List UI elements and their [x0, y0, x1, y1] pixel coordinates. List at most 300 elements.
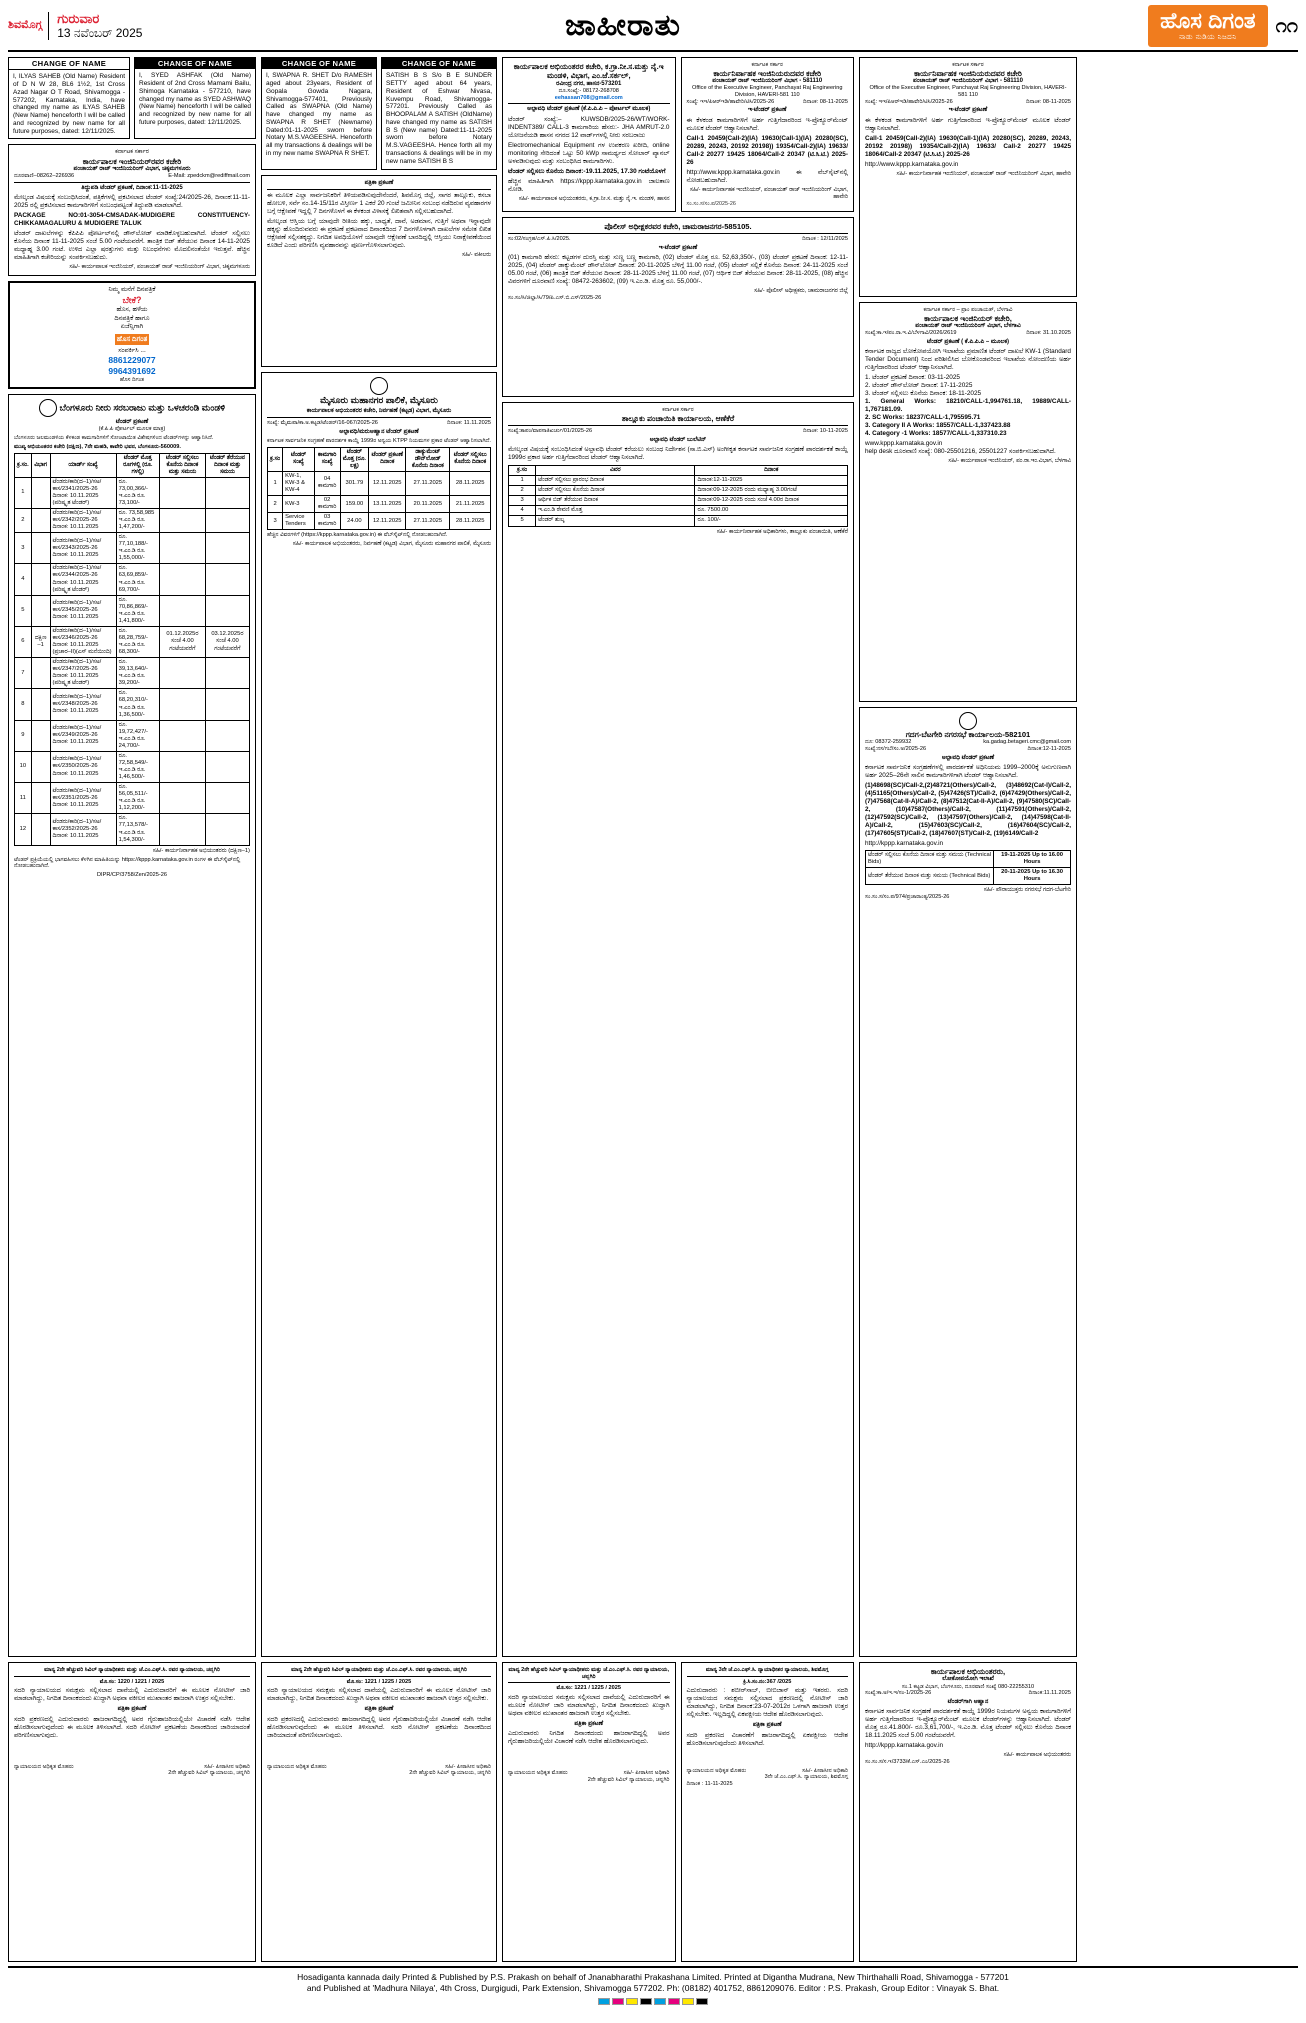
cell-open-date [205, 595, 249, 626]
table-header-row [509, 466, 848, 476]
ad-brand: ಹೊಸ ದಿಗಂತ [115, 334, 149, 345]
table-row [15, 564, 250, 595]
table-header-row [15, 453, 250, 477]
press-release-title: ಪತ್ರಿಕಾ ಪ್ರಕಟಣೆ [364, 179, 394, 186]
table-row [15, 508, 250, 532]
cell-works: 03 ಕಾಮಗಾರಿ [314, 513, 340, 530]
cell-open-date [205, 658, 249, 689]
haveri-subtitle: ಇ-ಟೆಂಡರ್ ಪ್ರಕಟಣೆ [748, 107, 787, 114]
press-release-body: ಈ ಮೂಲಕ ಎಲ್ಲಾ ಸಾರ್ವಜನಿಕರಿಗೆ ತಿಳಿಯಪಡಿಸುವುದೇನೆಂದರೆ, ಶಿವಮೊಗ್ಗ ಜಿಲ್ಲೆ, ಸಾಗರ ತಾಲ್ಲೂಕು, ಕಸಬಾ ಹೋಬಳಿ, ಸರ್ವೆ ನಂ.14-15/11ರ ವಿಸ್ತೀರ್ಣ 1 ಎಕರೆ 20 ಗುಂಟೆ ಜಮೀನಿನ ಸಂಬಂಧ ನಡೆದಿರುವ ವ್ಯವಹಾರಗಳ ಬಗ್ಗೆ ಆಕ್ಷೇಪಣೆ ಇದ್ದಲ್ಲಿ 7 ದಿನಗಳೊಳಗೆ ಈ ಕೆಳಕಂಡ ವಿಳಾಸಕ್ಕೆ ಲಿಖಿತವಾಗಿ ಸಲ್ಲಿಸಬಹುದಾಗಿದೆ. [267, 191, 491, 215]
court-case-no: ಮೊ.ಸಂ: 1220 / 1221 / 2025 [99, 1678, 165, 1685]
ad-line-5: ಏಜೆನ್ಸಿಗಾಗಿ [120, 323, 144, 331]
cell-division [31, 814, 50, 845]
change-of-name-row-1 [8, 57, 256, 139]
kuwsdb-hassan-ad [502, 57, 676, 212]
office-title: ಕಾರ್ಯಪಾಲಕ ಇಂಜಿನಿಯರ್‌ರವರ ಕಚೇರಿ [82, 156, 182, 166]
color-registration-bar [8, 1998, 1298, 2005]
cell-last-date [160, 814, 206, 845]
cell-sno: 10 [15, 751, 32, 782]
gadag-calls: (1)48698(SC)/Call-2,(2)48721(Others)/Call-2, (3)48692(Cat-I)/Call-2,(4)51165(Others)/Call-2, (5)47426(ST)/Call-2, (6)47429(Others)/Call-2, (7)47568(Cat-II-A)/Call-2, (8)47512(Cat-II-A)/Call-2, (9)47580(SC)/Call-2, (10)47587(Others)/Call-2, (11)47591(Others)/Call-2, (12)47592(SC)/Call-2, (13)47597(Others)/Call-2, (14)47598(Cat-II-A)/Call-2, (15)47603(SC)/Call-2, (16)47604(SC)/Call-2, (17)47605(ST)/Call-2, (18)47607(ST)/Call-2, (19)6149/Call-2 [865, 781, 1071, 837]
cell-last-date [160, 595, 206, 626]
cell-yard: ಟೆಂಡರು/ಕಾರಿ(ದ–1)/ಸಅ/ಕಾಸ/2343/2025-26 ದಿನಾಂಕ: 10.11.2025 [50, 533, 116, 564]
cell-date: ರೂ. 7500.00 [695, 506, 848, 516]
mysuru-corporation-ad [261, 372, 497, 1657]
police-ref: ಸಂ:02/ಸಂಗ್ರಹ/ಎಸ್.ಪಿ.ಸಿ/2025. [508, 236, 571, 243]
cell-last-date [160, 508, 206, 532]
haveri-title: ಕಾರ್ಯನಿರ್ವಾಹಕ ಇಂಜಿನಿಯರುದವರ ಕಚೇರಿ [914, 68, 1022, 78]
tp-date: ದಿನಾಂಕ: 10-11-2025 [803, 428, 848, 435]
th-division: ವಿಭಾಗ [31, 453, 50, 477]
cell-amount: ರೂ. 77,13,578/- ಇ.ಎಂ.ಡಿ ರೂ. 1,54,300/- [116, 814, 159, 845]
cell-yard: ಟೆಂಡರು/ಕಾರಿ(ದ–1)/ಸಅ/ಕಾಸ/2350/2025-26 ದಿನಾಂಕ: 10.11.2025 [50, 751, 116, 782]
cell-amount: ರೂ. 19,72,427/- ಇ.ಎಂ.ಡಿ ರೂ. 24,700/- [116, 720, 159, 751]
cell-yard: ಟೆಂಡರು/ಕಾರಿ(ದ–1)/ಸಅ/ಕಾಸ/2351/2025-26 ದಿನಾಂಕ: 10.11.2025 [50, 783, 116, 814]
th-sno: ಕ್ರ.ಸಂ [509, 466, 536, 476]
court-sub-heading: ಪತ್ರಿಕಾ ಪ್ರಕಟಣೆ [117, 1706, 147, 1713]
court-notice-1 [8, 1662, 256, 1962]
th-sno: ಕ್ರ.ಸಂ [268, 447, 283, 471]
court-signature: ಸಹಿ/- ಪೀಠಾಸೀನ ಅಧಿಕಾರಿ [623, 1770, 670, 1777]
cell-sno: 3 [15, 533, 32, 564]
bwssb-tender-table [14, 453, 250, 846]
haveri-calls: Call-1 20459(Call-2)(IA) 19630(Call-1)(IA) 20280(SC), 20289, 20243, 20192 20198)) 19354/Call-2)(IA) 19633/ Call-2 20277 19425 18064/Call-2 20347 (ಟಿ.ಸಿ.ಟಿ.) 2025-26 [865, 134, 1071, 158]
cell-sno: 12 [15, 814, 32, 845]
kuwsdb-signature: ಸಹಿ/- ಕಾರ್ಯಪಾಲಕ ಅಭಿಯಂತರರು, ಕ.ಗ್ರಾ.ನೀ.ಸ. ಮತ್ತು ನೈ.ಇ. ಮಂಡಳಿ, ಹಾಸನ [518, 195, 670, 202]
cell-amount: ರೂ. 73,00,366/- ಇ.ಎಂ.ಡಿ ರೂ. 73,100/- [116, 477, 159, 508]
tender-subtitle: ತಿದ್ದುಪಡಿ ಟೆಂಡರ್ ಪ್ರಕಟಣೆ, ದಿನಾಂಕ:11-11-2025 [81, 185, 183, 192]
color-swatch-magenta-2 [668, 1998, 680, 2005]
pwd-addr: ಸಂ.1 ಕಟ್ಟಡ ವಿಭಾಗ, ಬೆಂಗಳೂರು, ದೂರವಾಣಿ ಸಂಖ್ಯೆ 080-22255310 [901, 1683, 1035, 1690]
cell-yard: ಟೆಂಡರು/ಕಾರಿ(ದ–1)/ಸಅ/ಕಾಸ/2349/2025-26 ದಿನಾಂಕ: 10.11.2025 [50, 720, 116, 751]
court-title: ಮಾನ್ಯ 2ನೇ ಹೆಚ್ಚುವರಿ ಸಿವಿಲ್ ನ್ಯಾಯಾಧೀಶರು ಮತ್ತು ಜೆ.ಎಂ.ಎಫ್.ಸಿ. ರವರ ನ್ಯಾಯಾಲಯ, ಚನ್ನಗಿರಿ [508, 1667, 670, 1680]
cell-sno: 11 [15, 783, 32, 814]
mysuru-subtitle: ಕಾರ್ಯಪಾಲಕ ಅಭಿಯಂತರರ ಕಚೇರಿ, ನಿರ್ವಹಣೆ (ಕಟ್ಟಡ) ವಿಭಾಗ, ಮೈಸೂರು [306, 407, 452, 414]
belagavi-sub: ಪಂಚಾಯತ್ ರಾಜ್ ಇಂಜಿನಿಯರಿಂಗ್ ವಿಭಾಗ, ಬೆಳಗಾವಿ [915, 322, 1021, 329]
police-ref2: ಸಂ.ಸಂ/ಸಿ/ಜಿಲ್ಲಾ/ಸಿ/79/ಪಿ.ಎಸ್.ಬಿ.ಎಸ್/2025-26 [508, 295, 602, 302]
office-phone: ದೂರವಾಣಿ–08262–226936 [14, 173, 75, 180]
table-row [15, 814, 250, 845]
footer-line-2: and Published at 'Madhura Nilaya', 4th Cross, Durgigudi, Park Extension, Shivamogga 577202. Ph: (08182) 401752, 8861209076. Editor : P.S. Prakash, Group Editor : Vinayak S. Bhat. [306, 1983, 1000, 1994]
change-of-name-ad-1 [8, 57, 130, 139]
cell-last-date: 01.12.2025ರ ಸಂಜೆ 4.00 ಗಂಟೆಯವರೆಗೆ [160, 626, 206, 657]
cell-tender-no: KW-3 [283, 496, 315, 513]
table-row [15, 751, 250, 782]
belagavi-item-4: 1. General Works: 18210/CALL-1,994761.18, 19889/CALL-1,767181.09. [865, 398, 1071, 414]
change-of-name-heading: CHANGE OF NAME [135, 58, 255, 69]
table-row [15, 533, 250, 564]
tender-extra: ಟೆಂಡರ್ ದಾಖಲೆಗಳನ್ನು ಕೆಪಿಪಿಪಿ ಪೋರ್ಟಲ್‌ನಲ್ಲಿ ಡೌನ್‌ಲೋಡ್ ಮಾಡಿಕೊಳ್ಳಬಹುದಾಗಿದೆ. ಟೆಂಡರ್ ಸಲ್ಲಿಸಲು ಕೊನೆಯ ದಿನಾಂಕ 11-11-2025 ಸಂಜೆ 5.00 ಗಂಟೆಯವರೆಗೆ. ತಾಂತ್ರಿಕ ಬಿಡ್ ತೆರೆಯುವ ದಿನಾಂಕ 14-11-2025 ಮಧ್ಯಾಹ್ನ 3.00 ಗಂಟೆ. ಉಳಿದ ಎಲ್ಲಾ ಷರತ್ತುಗಳು ಮತ್ತು ನಿಬಂಧನೆಗಳು ಮೊದಲಿನಂತೆಯೇ ಇರುತ್ತವೆ. ಹೆಚ್ಚಿನ ಮಾಹಿತಿಗಾಗಿ ಕಚೇರಿಯನ್ನು ಸಂಪರ್ಕಿಸಬಹುದು. [14, 230, 250, 262]
cell-amount: ರೂ. 77,10,188/- ಇ.ಎಂ.ಡಿ ರೂ. 1,55,000/- [116, 533, 159, 564]
cell-date: ದಿನಾಂಕ:09-12-2025 ರಂದು ಸಂಜೆ 4.00ರ ದಿನಾಂಕ [695, 496, 848, 506]
cell-sno: 1 [268, 471, 283, 495]
cell-sno: 2 [15, 508, 32, 532]
cell-date: ದಿನಾಂಕ:12-11-2025 [695, 476, 848, 486]
cell-yard: ಟೆಂಡರು/ಕಾರಿ(ದ–1)/ಸಅ/ಕಾಸ/2347/2025-26 ದಿನಾಂಕ: 10.11.2025 (ಪರಿಷ್ಕೃತ ಟೆಂಡರ್) [50, 658, 116, 689]
dipr-code: DIPR/CP/3758/Zen/2025-26 [97, 872, 167, 878]
court-sign-bottom: 2ನೇ ಹೆಚ್ಚುವರಿ ಸಿವಿಲ್ ನ್ಯಾಯಾಲಯ, ಚನ್ನಗಿರಿ [168, 1770, 250, 1777]
cell-open-date [205, 720, 249, 751]
court-signature: ಸಹಿ/- ಪೀಠಾಸೀನ ಅಧಿಕಾರಿ [445, 1763, 491, 1770]
table-row [15, 595, 250, 626]
cell-amount: ರೂ. 39,13,640/- ಇ.ಎಂ.ಡಿ ರೂ. 39,200/- [116, 658, 159, 689]
bwssb-title-text: ಬೆಂಗಳೂರು ನೀರು ಸರಬರಾಜು ಮತ್ತು ಒಳಚರಂಡಿ ಮಂಡಳಿ [59, 402, 225, 413]
cell-submit: 28.11.2025 [450, 513, 491, 530]
cell-download: 20.11.2025 [406, 496, 450, 513]
th-yard-no: ಯಾರ್ಡ್ ಸಂಖ್ಯೆ [50, 453, 116, 477]
bwssb-note[interactable]: ಟೆಂಡರ್ ಪ್ರಕ್ರಿಯೆಯಲ್ಲಿ ಭಾಗವಹಿಸಲು ಕೆಳಗಿನ ಮಾಹಿತಿಯನ್ನು https://kppp.karnataka.gov.in ರಂಗಳ ಈ ವೆಬ್‌ಸೈಟ್‌ನಲ್ಲಿ ನೋಡಬಹುದಾಗಿದೆ. [14, 856, 241, 870]
cell-open-date [205, 477, 249, 508]
tp-title: ತಾಲ್ಲೂಕು ಪಂಚಾಯಿತಿ ಕಾರ್ಯಾಲಯ, ಆಣೆಕೆರೆ [621, 413, 735, 423]
court-sub-heading: ಪತ್ರಿಕಾ ಪ್ರಕಟಣೆ [752, 1722, 782, 1729]
tp-gov: ಕರ್ನಾಟಕ ಸರ್ಕಾರ [662, 407, 694, 414]
court-sign-bottom: 2ನೇ ಹೆಚ್ಚುವರಿ ಸಿವಿಲ್ ನ್ಯಾಯಾಲಯ, ಚನ್ನಗಿರಿ [587, 1777, 670, 1784]
police-signature: ಸಹಿ/- ಪೊಲೀಸ್ ಅಧೀಕ್ಷಕರು, ಚಾಮರಾಜನಗರ ಜಿಲ್ಲೆ [754, 288, 848, 295]
pwd-body: ಕರ್ನಾಟಕ ಸಾರ್ವಜನಿಕ ಸಂಗ್ರಹಣೆ ಪಾರದರ್ಶಕತೆ ಕಾಯ್ದೆ 1999ರ ನಿಯಮಗಳ ಅನ್ವಯ ಕಾಮಗಾರಿಗಳಿಗೆ ಅರ್ಹ ಗುತ್ತಿಗೆದಾರರಿಂದ ಇ-ಪ್ರೊಕ್ಯೂರ್‌ಮೆಂಟ್ ಮೂಲಕ ಟೆಂಡರ್‌ಗಳನ್ನು ಆಹ್ವಾನಿಸಲಾಗಿದೆ. ಟೆಂಡರ್ ಮೊತ್ತ ರೂ.41.800/- ರೂ.3,61,700/-, ಇ.ಎಂ.ಡಿ. ಮೊತ್ತ ಟೆಂಡರ್ ಸಲ್ಲಿಸಲು ಕೊನೆಯ ದಿನಾಂಕ 18.11.2025 ಸಂಜೆ 5.00 ಗಂಟೆಯವರೆಗೆ. [865, 1708, 1071, 1740]
column-3 [502, 57, 854, 1962]
belagavi-item-6: 3. Category II A Works: 18557/CALL-1,337423.88 [865, 422, 1011, 430]
cell-value: 20-11-2025 Up to 16.30 Hours [994, 868, 1071, 885]
table-row [15, 689, 250, 720]
pwd-subtitle: ಟೆಂಡರ್‌ಗಾಗಿ ಆಹ್ವಾನ [947, 1698, 989, 1705]
haveri-line2: Office of the Executive Engineer, Panchayat Raj Engineering Division, HAVERI-581 110 [869, 85, 1067, 98]
court-case-no: ಮೊ.ಸಂ: 1221 / 1225 / 2025 [346, 1678, 412, 1685]
table-row [509, 476, 848, 486]
cell-sno: 2 [268, 496, 283, 513]
col3-top-row [502, 57, 854, 212]
cell-amount: 159.00 [340, 496, 369, 513]
cell-sno: 6 [15, 626, 32, 657]
belagavi-website[interactable]: www.kppp.karnataka.gov.in [865, 440, 943, 448]
pwd-bengaluru-ad [859, 1662, 1077, 1962]
cell-sno: 4 [15, 564, 32, 595]
ad-line-1: ನಿಮ್ಮ ಮನೆಗೆ ದಿನಪತ್ರಿಕೆ [108, 286, 156, 294]
th-last-date: ಟೆಂಡರ್ ಸಲ್ಲಿಸಲು ಕೊನೆಯ ದಿನಾಂಕ ಮತ್ತು ಸಮಯ [160, 453, 206, 477]
color-swatch-cyan [598, 1998, 610, 2005]
cell-works: 02 ಕಾಮಗಾರಿ [314, 496, 340, 513]
th-download-date: ಡಾಕ್ಯುಮೆಂಟ್ ಡೌನ್‌ಲೋಡ್ ಕೊನೆಯ ದಿನಾಂಕ [406, 447, 450, 471]
haveri-website[interactable]: http://www.kppp.karnataka.gov.in [686, 168, 780, 176]
haveri-body: ಈ ಕೆಳಕಂಡ ಕಾಮಗಾರಿಗಳಿಗೆ ಅರ್ಹ ಗುತ್ತಿಗೆದಾರರಿಂದ ಇ-ಪ್ರೊಕ್ಯೂರ್‌ಮೆಂಟ್ ಮೂಲಕ ಟೆಂಡರ್ ಆಹ್ವಾನಿಸಲಾಗಿದೆ. [865, 116, 1071, 132]
gadag-email[interactable]: ka.gadag.betageri.cmc@gmail.com [983, 739, 1071, 746]
th-amount: ಟೆಂಡರ್ ಮೊತ್ತ (ರೂ. ಲಕ್ಷ) [340, 447, 369, 471]
table-row [15, 783, 250, 814]
th-amount: ಟೆಂಡರ್ ಮೊತ್ತ ರೂಗಳಲ್ಲಿ (ರೂ. ಗಳಲ್ಲಿ) [116, 453, 159, 477]
cell-amount: 24.00 [340, 513, 369, 530]
cell-date: ದಿನಾಂಕ:09-12-2025 ರಂದು ಮಧ್ಯಾಹ್ನ 3.00ಗಂಟೆ [695, 486, 848, 496]
cell-last-date [160, 720, 206, 751]
court-notice-2b [502, 1662, 676, 1962]
masthead [8, 6, 1298, 52]
court-sub-heading: ಪತ್ರಿಕಾ ಪ್ರಕಟಣೆ [364, 1706, 394, 1713]
subscription-ad [8, 281, 256, 389]
mysuru-signature: ಸಹಿ/- ಕಾರ್ಯಪಾಲಕ ಅಭಿಯಂತರರು, ನಿರ್ವಹಣೆ (ಕಟ್ಟಡ) ವಿಭಾಗ, ಮೈಸೂರು ಮಹಾನಗರ ಪಾಲಿಕೆ, ಮೈಸೂರು [292, 541, 491, 547]
page-title: ಜಾಹೀರಾತು [565, 9, 681, 42]
bwssb-line: ಬೆಂಗಳೂರು ಜಲಮಂಡಳಿಯ ಕೆಳಕಂಡ ಕಾಮಗಾರಿಗಳಿಗೆ ಸೋಂಟಾಯಿತ ವಿಶೇಷಗಳಿಂದ ಟೆಂಡರ್‌ಗಳನ್ನು ಆಹ್ವಾನಿಸಿದೆ. [14, 435, 214, 442]
court-notice-3 [681, 1662, 855, 1962]
cell-yard: ಟೆಂಡರು/ಕಾರಿ(ದ–1)/ಸಅ/ಕಾಸ/2341/2025-26 ದಿನಾಂಕ: 10.11.2025 (ಪರಿಷ್ಕೃತ ಟೆಂಡರ್) [50, 477, 116, 508]
office-email[interactable]: E-Mail: zpedckm@rediffmail.com [168, 173, 250, 180]
bwssb-subtitle2: (ಕೆ.ಪಿ.ಪಿ ಪೋರ್ಟಲ್ ಮೂಲಕ ಮಾತ್ರ) [98, 426, 166, 433]
cell-detail: ಟೆಂಡರ್ ಶುಲ್ಕ [536, 516, 695, 526]
emblem-icon [959, 712, 977, 730]
table-row [509, 486, 848, 496]
belagavi-signature: ಸಹಿ/- ಕಾರ್ಯಪಾಲಕ ಇಂಜಿನಿಯರ್, ಪಂ.ರಾ.ಇಂ.ವಿಭಾಗ, ಬೆಳಗಾವಿ [948, 458, 1071, 465]
police-title: ಪೊಲೀಸ್ ಅಧೀಕ್ಷಕರವರ ಕಚೇರಿ, ಚಾಮರಾಜನಗರ-585105. [604, 222, 752, 232]
haveri-pred-ad-right [859, 57, 1077, 297]
haveri-title: ಕಾರ್ಯನಿರ್ವಾಹಕ ಇಂಜಿನಿಯರುದವರ ಕಚೇರಿ [713, 68, 822, 78]
ad-line-2: ಬೇಕೆ? [122, 294, 142, 305]
cell-amount: 301.79 [340, 471, 369, 495]
change-of-name-body: I, ILYAS SAHEB (Old Name) Resident of D N W 28, BL6 1½2, 1st Cross Azad Nagar O T Road, Shivamogga - 577202, Karnataka, India, have changed my name as ILYAS SAHEB (New Name) henceforth I will be called and recognized by new name for all future purposes, dated: 12/11/2025. [13, 73, 125, 135]
court-seal-label: ನ್ಯಾಯಾಲಯದ ಅಧಿಕೃತ ಮೊಹರು [267, 1763, 327, 1770]
cell-submit: 21.11.2025 [450, 496, 491, 513]
edition-logo: ಶಿವಮೊಗ್ಗ [8, 19, 43, 32]
gadag-deadline-table [865, 850, 1071, 885]
column-4 [859, 57, 1077, 1962]
ad-phone-1[interactable]: 8861229077 [108, 355, 156, 366]
court-case-no: ಕ್ರಿ.ಸಿ.ಸಂ.ನಂ:367 /2025 [743, 1678, 792, 1685]
emblem-icon [370, 377, 388, 395]
haveri-body: ಈ ಕೆಳಕಂಡ ಕಾಮಗಾರಿಗಳಿಗೆ ಅರ್ಹ ಗುತ್ತಿಗೆದಾರರಿಂದ ಇ-ಪ್ರೊಕ್ಯೂರ್‌ಮೆಂಟ್ ಮೂಲಕ ಟೆಂಡರ್ ಆಹ್ವಾನಿಸಲಾಗಿದೆ. [686, 116, 848, 132]
tp-body: ಮೇಲ್ಕಂಡ ವಿಷಯಕ್ಕೆ ಸಂಬಂಧಿಸಿದಂತೆ ಅಲ್ಪಾವಧಿ ಟೆಂಡರ್ ಕರೆಯಲು ಸಂಬಂಧ ನಿರ್ದೇಶನ (ಸಾ.ಬಿ.ಎಸ್) ಅಂಗೀಕೃತ ಕರ್ನಾಟಕ ಸಾರ್ವಜನಿಕ ಸಂಗ್ರಹಣೆ ಪಾರದರ್ಶಕತೆ ಕಾಯ್ದೆ 1999ರ ಪ್ರಕಾರ ಅರ್ಹ ಗುತ್ತಿಗೆದಾರರಿಂದ ಟೆಂಡರ್ ಆಹ್ವಾನಿಸಲಾಗಿದೆ. [508, 446, 848, 462]
belagavi-subtitle: ಟೆಂಡರ್ ಪ್ರಕಟಣೆ ( ಕೆ.ಪಿ.ಪಿ.ಪಿ – ಮೂಲಕ) [926, 338, 1010, 345]
bwssb-logo-icon [39, 399, 57, 417]
table-header-row [268, 447, 491, 471]
belagavi-body: ಕರ್ನಾಟಕ ರಾಜ್ಯದ ಲೋಕೋಪಯೋಗಿ ಇಲಾಖೆಯ ಪ್ರಮಾಣಿತ ಟೆಂಡರ್ ದಾಖಲೆ KW-1 (Standard Tender Document) ನಿಂದ ಪರಿಶೀಲಿಸಿದ ಬೋಕೊಂಡವರಿಂದ ಇಲಾಖೆಯ ನೋಂದಣಿಯ ಅರ್ಹ ಗುತ್ತಿಗೆದಾರರಿಂದ ಟೆಂಡರ್ ಆಹ್ವಾನಿಸಲಾಗಿದೆ. [865, 348, 1071, 372]
court-body: ಎದುರುದಾರರು : ಶಬೀರ್‌ಸಾಬ್, ಬೀಬಿಜಾನ್ ಮತ್ತು ಇತರರು. ಸದರಿ ನ್ಯಾಯಾಲಯದ ಸಮಕ್ಷಮ ಸಲ್ಲಿಸಲಾದ ಪ್ರಕರಣದಲ್ಲಿ ನೋಟೀಸ್ ಜಾರಿ ಮಾಡಲಾಗಿದ್ದು, ನಿಗದಿತ ದಿನಾಂಕ:23-07-2012ರ ಒಳಗಾಗಿ ಹಾಜರಾಗಿ ಉತ್ತರ ಸಲ್ಲಿಸಬೇಕು. ಇಲ್ಲದಿದ್ದಲ್ಲಿ ಏಕಪಕ್ಷೀಯ ಆದೇಶ ಹೊರಡಿಸಲಾಗುವುದು. [686, 1687, 848, 1719]
bwssb-office: ಮುಖ್ಯ ಅಭಿಯಂತರರ ಕಚೇರಿ (ದಕ್ಷಿಣ), 7ನೇ ಮಹಡಿ, ಕಾವೇರಿ ಭವನ, ಬೆಂಗಳೂರು-560009. [14, 443, 181, 450]
cell-open-date: 03.12.2025ರ ಸಂಜೆ 4.00 ಗಂಟೆಯವರೆಗೆ [205, 626, 249, 657]
kuwsdb-ref: ಟೆಂಡರ್ ಸಂಖ್ಯೆ:– KUWSDB/2025-26/WT/WORK-INDENT389/ CALL-3 ಕಾಮಗಾರಿಯ ಹೆಸರು:- JHA AMRUT-2.0 ಯೋಜನೆಯಡಿ ಹಾಸನ ನಗರದ 12 ವಾರ್ಡ್‌ಗಳಲ್ಲಿ ನೀರು ಸರಬರಾಜು [508, 115, 670, 139]
masthead-date [48, 12, 142, 41]
th-sno: ಕ್ರ.ಸಂ. [15, 453, 32, 477]
brand-logo [1148, 5, 1267, 47]
cell-detail: ಆರ್ಥಿಕ ಬಿಡ್ ತೆರೆಯುವ ದಿನಾಂಕ [536, 496, 695, 506]
kuwsdb-email[interactable]: eehassan708@gmail.com [554, 94, 623, 101]
cell-submit: 28.11.2025 [450, 471, 491, 495]
court-body-extra: ಸದರಿ ಪ್ರಕರಣದಲ್ಲಿ ಎದುರುದಾರರು ಹಾಜರಾಗದಿದ್ದಲ್ಲಿ ಅವರ ಗೈರುಹಾಜರಿಯಲ್ಲಿಯೇ ವಿಚಾರಣೆ ನಡೆಸಿ ಆದೇಶ ಹೊರಡಿಸಲಾಗುವುದೆಂದು ಈ ಮೂಲಕ ತಿಳಿಸಲಾಗಿದೆ. ಸದರಿ ನೋಟೀಸ್ ಪ್ರಕಟಣೆಯ ದಿನಾಂಕದಿಂದ ಜಾರಿಯಾದಂತೆ ಪರಿಗಣಿಸಲಾಗುವುದು. [14, 1715, 250, 1739]
press-release-body2: ಮೇಲ್ಕಂಡ ಆಸ್ತಿಯ ಬಗ್ಗೆ ಯಾವುದೇ ರೀತಿಯ ಹಕ್ಕು, ಬಾಧ್ಯತೆ, ದಾವೆ, ಅಡಮಾನ, ಗುತ್ತಿಗೆ ಅಥವಾ ಇನ್ನಾವುದೇ ಹಕ್ಕನ್ನು ಹೊಂದಿರುವವರು ಈ ಪ್ರಕಟಣೆ ಪ್ರಕಟವಾದ ದಿನಾಂಕದಿಂದ 7 ದಿನಗಳೊಳಗಾಗಿ ದಾಖಲೆಗಳ ಸಮೇತ ಲಿಖಿತ ಆಕ್ಷೇಪಣೆ ಸಲ್ಲಿಸತಕ್ಕದ್ದು. ನಿಗದಿತ ಅವಧಿಯೊಳಗೆ ಯಾವುದೇ ಆಕ್ಷೇಪಣೆ ಬಾರದಿದ್ದಲ್ಲಿ ಆಸ್ತಿಯು ನಿರಾಕ್ಷೇಪಣೆಯಿಂದ ಕೂಡಿದೆ ಎಂದು ಪರಿಗಣಿಸಿ ವ್ಯವಹಾರವನ್ನು ಪೂರ್ಣಗೊಳಿಸಲಾಗುವುದು. [267, 217, 491, 249]
haveri-gov: ಕರ್ನಾಟಕ ಸರ್ಕಾರ [751, 62, 784, 68]
cell-yard: ಟೆಂಡರು/ಕಾರಿ(ದ–1)/ಸಅ/ಕಾಸ/2344/2025-26 ದಿನಾಂಕ: 10.11.2025 (ಪರಿಷ್ಕೃತ ಟೆಂಡರ್) [50, 564, 116, 595]
cell-division [31, 689, 50, 720]
gov-label: ಕರ್ನಾಟಕ ಸರ್ಕಾರ [115, 149, 149, 156]
table-row [509, 516, 848, 526]
ad-phone-2[interactable]: 9964391692 [108, 366, 156, 377]
column-2 [261, 57, 497, 1962]
kuwsdb-website-line[interactable]: ಹೆಚ್ಚಿನ ಮಾಹಿತಿಗಾಗಿ https://kppp.karnataka.gov.in ಜಾಲತಾಣ ನೋಡಿ. [508, 177, 670, 193]
col3-bottom-row [502, 1662, 854, 1962]
belagavi-ref: ಸಂಖ್ಯೆ:ಕಾ.ಇ/ಪಂ.ರಾ.ಇ.ವಿ/ಬೆಳಗಾವಿ/2026/2619 [865, 330, 957, 337]
police-body: (01) ಕಾಮಗಾರಿ ಹೆಸರು: ಕಟ್ಟಡಗಳ ದುರಸ್ತಿ ಮತ್ತು ಸುಣ್ಣ ಬಣ್ಣ ಕಾಮಗಾರಿ, (02) ಟೆಂಡರ್ ಮೊತ್ತ ರೂ. 52,63,350/-, (03) ಟೆಂಡರ್ ಪ್ರಕಟಣೆ ದಿನಾಂಕ: 12-11-2025, (04) ಟೆಂಡರ್ ಡಾಕ್ಯುಮೆಂಟ್ ಡೌನ್‌ಲೋಡ್ ದಿನಾಂಕ: 20-11-2025 ಬೆಳಿಗ್ಗೆ 11.00 ಗಂಟೆ, (05) ಟೆಂಡರ್ ಸಲ್ಲಿಕೆ ಕೊನೆಯ ದಿನಾಂಕ: 24-11-2025 ಸಂಜೆ 05.00 ಗಂಟೆ, (06) ತಾಂತ್ರಿಕ ಬಿಡ್ ತೆರೆಯುವ ದಿನಾಂಕ: 28-11-2025 ಬೆಳಿಗ್ಗೆ 11.00 ಗಂಟೆ, (07) ಆರ್ಥಿಕ ಬಿಡ್ ತೆರೆಯುವ ದಿನಾಂಕ: 28-11-2025, (08) ಹೆಚ್ಚಿನ ವಿವರಗಳಿಗೆ ದೂರವಾಣಿ ಸಂಖ್ಯೆ: 08472-263602, (09) ಇ.ಎಂ.ಡಿ. ಮೊತ್ತ ರೂ. 55,000/-. [508, 254, 848, 286]
pwd-signature: ಸಹಿ/- ಕಾರ್ಯಪಾಲಕ ಅಭಿಯಂತರರು [1003, 1752, 1071, 1759]
change-of-name-row-2 [261, 57, 497, 170]
cell-amount: ರೂ. 70,86,869/- ಇ.ಎಂ.ಡಿ ರೂ. 1,41,800/- [116, 595, 159, 626]
haveri-line2: Office of the Executive Engineer, Panchayat Raj Engineering Division, HAVERI-581 110 [692, 85, 843, 98]
table-row [15, 658, 250, 689]
cell-sno: 4 [509, 506, 536, 516]
cell-last-date [160, 533, 206, 564]
cell-division: ದಕ್ಷಿಣ –1 [31, 626, 50, 657]
mysuru-website[interactable]: https://kppp.karnataka.gov.in [302, 532, 375, 539]
masthead-day: ಗುರುವಾರ [57, 10, 100, 26]
cell-open-date [205, 783, 249, 814]
content-grid [8, 57, 1298, 1962]
cell-publish: 12.11.2025 [369, 471, 406, 495]
ad-footer: ಹೊಸ ದಿಗಂತ [119, 377, 145, 384]
change-of-name-heading: CHANGE OF NAME [262, 58, 376, 69]
belagavi-gov: ಕರ್ನಾಟಕ ಸರ್ಕಾರ – ಪ್ರಾಂ ಪಂಚಾಯತ್, ಬೆಳಗಾವಿ [923, 307, 1013, 313]
cell-open-date [205, 751, 249, 782]
court-title: ಮಾನ್ಯ 2ನೇ ಹೆಚ್ಚುವರಿ ಸಿವಿಲ್ ನ್ಯಾಯಾಧೀಶರು ಮತ್ತು ಜೆ.ಎಂ.ಎಫ್.ಸಿ. ರವರ ನ್ಯಾಯಾಲಯ, ಚನ್ನಗಿರಿ [291, 1667, 467, 1673]
cell-amount: ರೂ. 56,05,511/- ಇ.ಎಂ.ಡಿ ರೂ. 1,12,200/- [116, 783, 159, 814]
column-1 [8, 57, 256, 1962]
ad-line-6: ಸಂಪರ್ಕಿಸಿ ... [118, 346, 146, 354]
cell-detail: ಇ.ಎಂ.ಡಿ ಠೇವಣಿ ಮೊತ್ತ [536, 506, 695, 516]
cell-division [31, 595, 50, 626]
brand-name: ಹೊಸ ದಿಗಂತ [1160, 8, 1256, 33]
court-sign-bottom: 3ನೇ ಜೆ.ಎಂ.ಎಫ್.ಸಿ. ನ್ಯಾಯಾಲಯ, ಶಿವಮೊಗ್ಗ [764, 1774, 848, 1781]
cell-tender-no: Service Tenders [283, 513, 315, 530]
change-of-name-ad-2 [134, 57, 256, 139]
cell-last-date [160, 689, 206, 720]
color-swatch-black [640, 1998, 652, 2005]
cell-division [31, 783, 50, 814]
cell-open-date [205, 508, 249, 532]
color-swatch-black-2 [696, 1998, 708, 2005]
cell-division [31, 658, 50, 689]
gadag-ref2: ಸಂ.ಸಂ.ಸ/ಸಂ.ಪ/974/ಪ್ರಚಾರಾಂತ್ಯ/2025-26 [865, 894, 950, 901]
gadag-signature: ಸಹಿ/- ಪೌರಾಯುಕ್ತರು ನಗರಸಭೆ ಗದಗ-ಬೆಟಗೇರಿ [983, 887, 1071, 894]
court-signature: ಸಹಿ/- ಪೀಠಾಸೀನ ಅಧಿಕಾರಿ [802, 1767, 848, 1774]
kuwsdb-website[interactable]: https://kppp.karnataka.gov.in [560, 177, 642, 185]
pwd-title: ಕಾರ್ಯಪಾಲಕ ಅಭಿಯಂತರರು, [930, 1667, 1006, 1676]
cell-detail: ಟೆಂಡರ್ ಸಲ್ಲಿಸಲು ಕೊನೆಯ ದಿನಾಂಕ [536, 486, 695, 496]
pwd-ref2: ಸಂ.ಸಂ.ಸ/ಸ.ಇ/3733/ಕೆ.ಎಸ್.ಎಂ/2025-26 [865, 1759, 950, 1766]
cell-publish: 13.11.2025 [369, 496, 406, 513]
gadag-betageri-ad [859, 707, 1077, 1657]
table-row [268, 471, 491, 495]
bwssb-signature: ಸಹಿ/- ಕಾರ್ಯನಿರ್ವಾಹಕ ಅಭಿಯಂತರರು (ದಕ್ಷಿಣ–1) [152, 847, 250, 854]
mysuru-line: ಕರ್ನಾಟಕ ಸಾರ್ವಜನಿಕ ಸಂಗ್ರಹಣೆ ಪಾರದರ್ಶಕ ಕಾಯ್ದೆ 1999ರ ಅನ್ವಯ KTPP ನಿಯಮಗಳ ಪ್ರಕಾರ ಟೆಂಡರ್ ಆಹ್ವಾನಿಸಲಾಗಿದೆ. [267, 437, 491, 444]
cell-amount: ರೂ. 63,69,859/- ಇ.ಎಂ.ಡಿ ರೂ. 69,700/- [116, 564, 159, 595]
tp-signature: ಸಹಿ/- ಕಾರ್ಯನಿರ್ವಾಹಕ ಅಧಿಕಾರಿಗಳು, ತಾಲ್ಲೂಕು ಪಂಚಾಯಿತಿ, ಆಣೆಕೆರೆ [716, 528, 848, 535]
office-subtitle: ಪಂಚಾಯತ್ ರಾಜ್ ಇಂಜಿನಿಯರಿಂಗ್ ವಿಭಾಗ, ಚಿಕ್ಕಮಗಳೂರು [73, 166, 191, 173]
table-row [15, 477, 250, 508]
mysuru-website-line[interactable]: ಹೆಚ್ಚಿನ ವಿವರಗಳಿಗೆ (https://kppp.karnataka.gov.in) ಈ ವೆಬ್‌ಸೈಟ್‌ನಲ್ಲಿ ನೋಡಬಹುದಾಗಿದೆ. [267, 532, 448, 539]
th-detail: ವಿವರ [536, 466, 695, 476]
change-of-name-heading: CHANGE OF NAME [9, 58, 129, 70]
cell-last-date [160, 783, 206, 814]
belagavi-pred-ad [859, 302, 1077, 702]
cell-yard: ಟೆಂಡರು/ಕಾರಿ(ದ–1)/ಸಅ/ಕಾಸ/2352/2025-26 ದಿನಾಂಕ: 10.11.2025 [50, 814, 116, 845]
th-tender-no: ಟೆಂಡರ್ ಸಂಖ್ಯೆ [283, 447, 315, 471]
gadag-phone: ದೂ: 08372-259932 [865, 739, 912, 746]
pwd-website[interactable]: http://kppp.karnataka.gov.in [865, 1742, 944, 1750]
haveri-website-line[interactable]: http://www.kppp.karnataka.gov.in ಈ ವೆಬ್‌ಸೈಟ್‌ನಲ್ಲಿ ನೋಡಬಹುದಾಗಿದೆ. [686, 168, 848, 184]
cell-amount: ರೂ. 68,28,759/- ಇ.ಎಂ.ಡಿ ರೂ. 68,300/- [116, 626, 159, 657]
press-release-ad [261, 175, 497, 367]
pwd-date: ದಿನಾಂಕ:11.11.2025 [1028, 1690, 1071, 1697]
bwssb-subtitle: ಟೆಂಡರ್ ಪ್ರಕಟಣೆ [115, 419, 149, 426]
cell-open-date [205, 533, 249, 564]
court-notice-2 [261, 1662, 497, 1962]
haveri-line1: ಪಂಚಾಯತ್ ರಾಜ್ ಇಂಜಿನಿಯರಿಂಗ್ ವಿಭಾಗ - 581110 [913, 77, 1023, 84]
kuwsdb-phone: ದೂ.ಸಂಖ್ಯೆ:- 08172-268708 [558, 87, 619, 94]
brand-tagline: ನಾಡು ನುಡಿಯ ನಿಜದನಿ [1179, 34, 1237, 41]
cell-last-date [160, 477, 206, 508]
pwd-ref: ಸಂಖ್ಯೆ:ಕಾ.ಅ/ಇ.ಇ/ಸಂ-1/2025-26 [865, 1690, 932, 1697]
masthead-date-text: 13 ನವೆಂಬರ್ 2025 [57, 25, 143, 40]
cell-yard: ಟೆಂಡರು/ಕಾರಿ(ದ–1)/ಸಅ/ಕಾಸ/2348/2025-26 ದಿನಾಂಕ: 10.11.2025 [50, 689, 116, 720]
gadag-date: ದಿನಾಂಕ:12-11-2025 [1027, 745, 1071, 752]
gadag-subtitle: ಅಲ್ಪಾವಧಿ ಟೆಂಡರ್ ಪ್ರಕಟಣೆ [941, 754, 995, 761]
police-subtitle: ಇ-ಟೆಂಡರ್ ಪ್ರಕಟಣೆ [658, 245, 698, 252]
cell-sno: 8 [15, 689, 32, 720]
mysuru-ref: ಸಂಖ್ಯೆ: ಮೈಮಪಾ/ಕಾ.ಅ.ಕಟ್ಟಡ/ಟೆಂಡರ್/16-067/2025-26 [267, 419, 378, 426]
belagavi-help: help desk ದೂರವಾಣಿ ಸಂಖ್ಯೆ: 080-25501216, 25501227 ಸಂಪರ್ಕಿಸಬಹುದಾಗಿದೆ. [865, 448, 1056, 456]
court-body-extra: ಸದರಿ ಪ್ರಕರಣದ ವಿಚಾರಣೆಗೆ ಹಾಜರಾಗದಿದ್ದಲ್ಲಿ ಏಕಪಕ್ಷೀಯ ಆದೇಶ ಹೊರಡಿಸಲಾಗುವುದೆಂದು ತಿಳಿಸಲಾಗಿದೆ. [686, 1731, 848, 1747]
kuwsdb-date: ಟೆಂಡರ್ ಸಲ್ಲಿಸಲು ಕೊನೆಯ ದಿನಾಂಕ:-19.11.2025, 17.30 ಗಂಟೆಯೊಳಗೆ [508, 167, 666, 175]
table-row [866, 868, 1071, 885]
court-signature: ಸಹಿ/- ಪೀಠಾಸೀನ ಅಧಿಕಾರಿ [204, 1763, 250, 1770]
ad-line-4: ದಿನಪತ್ರಿಕೆ ಹಾಗೂ [114, 314, 150, 322]
cell-amount: ರೂ. 72,58,549/- ಇ.ಎಂ.ಡಿ ರೂ. 1,46,500/- [116, 751, 159, 782]
cell-division [31, 477, 50, 508]
court-sub-heading: ಪತ್ರಿಕಾ ಪ್ರಕಟಣೆ [574, 1721, 604, 1728]
haveri-pred-ad [681, 57, 855, 212]
haveri-date: ದಿನಾಂಕ: 08-11-2025 [1026, 98, 1071, 105]
haveri-ref: ಸಂಖ್ಯೆ: ಇಇ/ಪಿಆರ್‌ಇಡಿ/ಹಾವೇರಿ/ಟಿಸಿ/2025-26 [686, 98, 775, 105]
haveri-signature: ಸಹಿ/- ಕಾರ್ಯನಿರ್ವಾಹಕ ಇಂಜಿನಿಯರ್, ಪಂಚಾಯತ್ ರಾಜ್ ಇಂಜಿನಿಯರಿಂಗ್ ವಿಭಾಗ, ಹಾವೇರಿ [689, 186, 848, 200]
cell-label: ಟೆಂಡರ್ ತೆರೆಯುವ ದಿನಾಂಕ ಮತ್ತು ಸಮಯ (Technical Bids) [866, 868, 994, 885]
haveri-website[interactable]: http://www.kppp.karnataka.gov.in [865, 160, 959, 168]
police-date: ದಿನಾಂಕ : 12/11/2025 [802, 236, 848, 243]
cell-label: ಟೆಂಡರ್ ಸಲ್ಲಿಸಲು ಕೊನೆಯ ದಿನಾಂಕ ಮತ್ತು ಸಮಯ (Technical Bids) [866, 850, 994, 867]
tender-body: ಮೇಲ್ಕಂಡ ವಿಷಯಕ್ಕೆ ಸಂಬಂಧಿಸಿದಂತೆ, ಪತ್ರಿಕೆಗಳಲ್ಲಿ ಪ್ರಕಟಿಸಲಾದ ಟೆಂಡರ್ ಸಂಖ್ಯೆ:24/2025-26, ದಿನಾಂಕ:11-11-2025 ರಲ್ಲಿ ಪ್ರಕಟಿಸಲಾದ ಕಾಮಗಾರಿಗಳಿಗೆ ಸಂಬಂಧಪಟ್ಟಂತೆ ತಿದ್ದುಪಡಿ ಮಾಡಲಾಗಿದೆ. [14, 194, 250, 210]
cell-last-date [160, 658, 206, 689]
cell-works: 04 ಕಾಮಗಾರಿ [314, 471, 340, 495]
cell-tender-no: KW-1, KW-3 & KW-4 [283, 471, 315, 495]
tp-schedule-table [508, 465, 848, 526]
court-case-no: ಮೊ.ಸಂ: 1221 / 1225 / 2025 [556, 1685, 621, 1692]
change-of-name-heading: CHANGE OF NAME [382, 58, 496, 69]
mysuru-emblem [267, 377, 491, 395]
color-swatch-yellow [626, 1998, 638, 2005]
court-body-extra: ಸದರಿ ಪ್ರಕರಣದಲ್ಲಿ ಎದುರುದಾರರು ಹಾಜರಾಗದಿದ್ದಲ್ಲಿ ಅವರ ಗೈರುಹಾಜರಿಯಲ್ಲಿಯೇ ವಿಚಾರಣೆ ನಡೆಸಿ ಆದೇಶ ಹೊರಡಿಸಲಾಗುವುದೆಂದು ಈ ಮೂಲಕ ತಿಳಿಸಲಾಗಿದೆ. ಸದರಿ ನೋಟೀಸ್ ಪ್ರಕಟಣೆಯ ದಿನಾಂಕದಿಂದ ಜಾರಿಯಾದಂತೆ ಪರಿಗಣಿಸಲಾಗುವುದು. [267, 1715, 491, 1739]
cell-division [31, 751, 50, 782]
cell-sno: 1 [509, 476, 536, 486]
bwssb-tender-ad [8, 394, 256, 1657]
belagavi-item-5: 2. SC Works: 18237/CALL-1,795595.71 [865, 414, 981, 422]
page-footer [8, 1966, 1298, 2005]
court-body: ಸದರಿ ನ್ಯಾಯಾಲಯದ ಸಮಕ್ಷಮ ಸಲ್ಲಿಸಲಾದ ದಾವೆಯಲ್ಲಿ ಎದುರುದಾರರಿಗೆ ಈ ಮೂಲಕ ನೋಟೀಸ್ ಜಾರಿ ಮಾಡಲಾಗಿದ್ದು, ನಿಗದಿತ ದಿನಾಂಕದಂದು ಖುದ್ದಾಗಿ ಅಥವಾ ವಕೀಲರ ಮುಖಾಂತರ ಹಾಜರಾಗಿ ಉತ್ತರ ಸಲ್ಲಿಸಬೇಕು. [508, 1694, 670, 1718]
change-of-name-body: I, SWAPNA R. SHET D/o RAMESH aged about 23years, Resident of Gopala Gowda Nagara, Shivamogga-577401, Previously Called as SWAPNA (Old Name) have changed my name as SWAPNA R SHET (Newname) Dated:01-11-2025 sworn before Notary M.S.VAGEESHA. Henceforth all my transactions & dealings will be in my new name SWAPNA R SHET. [266, 72, 372, 158]
cell-date: ರೂ. 100/- [695, 516, 848, 526]
belagavi-item-2: 2. ಟೆಂಡರ್ ಡೌನ್‌ಲೋಡ್ ದಿನಾಂಕ: 17-11-2025 [865, 382, 973, 390]
table-row [509, 496, 848, 506]
table-row [15, 720, 250, 751]
haveri-gov: ಕರ್ನಾಟಕ ಸರ್ಕಾರ [952, 62, 984, 68]
cell-yard: ಟೆಂಡರು/ಕಾರಿ(ದ–1)/ಸಅ/ಕಾಸ/2346/2025-26 ದಿನಾಂಕ: 10.11.2025 (ಪ್ರಚಾರ–II)(ಎಸ್ ಮನೆಯಿಂದಿ) [50, 626, 116, 657]
color-swatch-magenta [612, 1998, 624, 2005]
mysuru-date: ದಿನಾಂಕ: 11.11.2025 [447, 419, 491, 426]
kuwsdb-subtitle: ಅಲ್ಪಾವಧಿ ಟೆಂಡರ್ ಪ್ರಕಟಣೆ (ಕೆ.ಪಿ.ಪಿ.ಪಿ – ಪೋರ್ಟಲ್ ಮೂಲಕ) [527, 106, 651, 113]
belagavi-item-1: 1. ಟೆಂಡರ್ ಪ್ರಕಟಣೆ ದಿನಾಂಕ: 03-11-2025 [865, 374, 960, 382]
gadag-website[interactable]: http://kppp.karnataka.gov.in [865, 839, 944, 847]
cell-sno: 9 [15, 720, 32, 751]
th-works: ಕಾಮಗಾರಿ ಸಂಖ್ಯೆ [314, 447, 340, 471]
